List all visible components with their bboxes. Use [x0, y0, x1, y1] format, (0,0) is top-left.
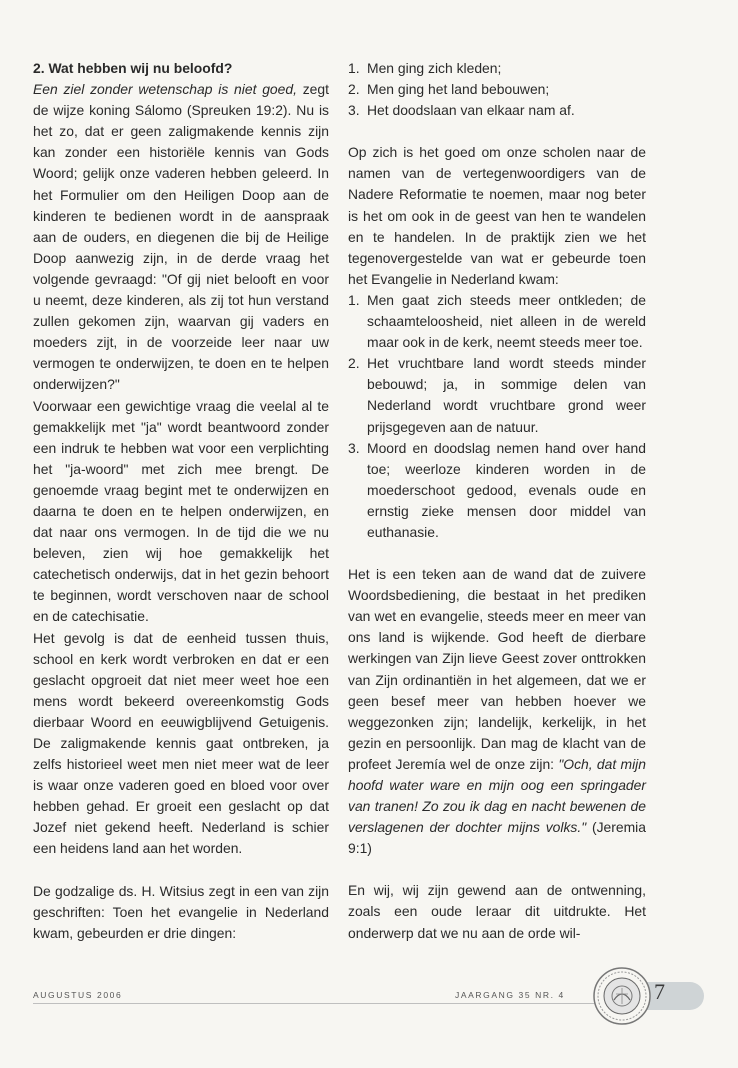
- list-item: 1. Men ging zich kleden;: [348, 60, 502, 76]
- list-item: 1. Men gaat zich steeds meer ontkleden; de schaamteloosheid, niet alleen in de wereld maar ook in de kerk, neemt steeds meer toe.: [348, 291, 646, 351]
- volume-number: JAARGANG 35 NR. 4: [455, 990, 565, 1000]
- seal-emblem-icon: [592, 966, 652, 1026]
- right-paragraph-1: Op zich is het goed om onze scholen naar de namen van de vertegenwoordigers van de Nadere Reformatie te noemen, maar nog beter is het om ook in de geest van hen te wandelen en te handelen. In de praktijk zien we het tegenovergestelde van wat er gebeurde toen het Evangelie in Nederland kwam:: [348, 144, 646, 287]
- then-list: [348, 58, 646, 121]
- left-paragraph-3: Het gevolg is dat de eenheid tussen thuis, school en kerk wordt verbroken en dat er een geslacht opgroeit dat niet meer weet hoe een mens wordt bekeerd overeenkomstig Gods dierbaar Woord en eeuwigblijvend Getuigenis. De zaligmakende kennis gaat ontbreken, ja zelfs historieel weet men niet meer wat de leer is waar onze vaderen goed en bloed voor over hebben gehad. Er groeit een geslacht op dat Jozef niet gekend heeft. Nederland is schier een heidens land aan het worden.: [33, 629, 329, 857]
- right-paragraph-2: Het is een teken aan de wand dat de zuivere Woordsbediening, die bestaat in het prediken van wet en evangelie, steeds meer en meer van ons land is wijkende. God heeft de dierbare werkingen van Zijn lieve Geest zover onttrokken van Zijn ordinantiën in het algemeen, dat we er geen besef meer van hebben hoever we weggezonken zijn; landelijk, kerkelijk, in het gezin en persoonlijk. Dan mag de klacht van de profeet Jeremía wel de onze zijn: "Och, dat mijn hoofd water ware en mijn oog een springader van tranen! Zo zou ik dag en nacht bewenen de verslagenen der dochter mijns volks." (Jeremia 9:1): [348, 566, 646, 857]
- left-paragraph-1: Een ziel zonder wetenschap is niet goed, zegt de wijze koning Sálomo (Spreuken 19:2). Nu is het zo, dat er geen zaligmakende kennis zijn kan zonder een historiële kennis van Gods Woord; gelijk onze vaderen hebben geleerd. In het Formulier om den Heiligen Doop aan de kinderen te bedienen wordt in de aanspraak aan de ouders, en diegenen die bij de Heilige Doop aanwezig zijn, in de derde vraag het volgende gevraagd: "Of gij niet belooft en voor u neemt, deze kinderen, als zij tot hun verstand zullen gekomen zijn, waarvan gij vaders en moeders zijt, in de voorzeide leer naar uw vermogen te onderwijzen, te doen en te helpen onderwijzen?": [33, 81, 329, 393]
- list-item: 3. Het doodslaan van elkaar nam af.: [348, 102, 575, 119]
- issue-date: AUGUSTUS 2006: [33, 990, 123, 1000]
- page-number: 7: [654, 979, 665, 1004]
- opening-quote: Een ziel zonder wetenschap is niet goed,: [33, 81, 297, 98]
- right-paragraph-3: En wij, wij zijn gewend aan de ontwenning, zoals een oude leraar dit uitdrukte. Het onderwerp dat we nu aan de orde wil-: [348, 882, 646, 941]
- list-item: 2. Het vruchtbare land wordt steeds minder bebouwd; ja, in sommige delen van Nederland wordt vruchtbare grond weer prijsgegeven aan de natuur.: [348, 355, 646, 435]
- section-heading: 2. Wat hebben wij nu beloofd?: [33, 60, 233, 76]
- footer-divider: [33, 1003, 598, 1004]
- jeremiah-quote: "Och, dat mijn hoofd water ware en mijn oog een springader van tranen! Zo zou ik dag en nacht bewenen de verslagenen der dochter mijns volks.": [348, 755, 646, 836]
- left-column: [33, 58, 329, 944]
- page-tab: [644, 982, 704, 1010]
- left-paragraph-2: Voorwaar een gewichtige vraag die veelal al te gemakkelijk met "ja" wordt beantwoord zonder een indruk te hebben wat voor een verplichting het "ja-woord" met zich mee brengt. De genoemde vraag begint met te onderwijzen en daarna te doen en te helpen onderwijzen, en dat naar ons vermogen. In de tijd die we nu beleven, zien wij hoe gemakkelijk het catechetisch onderwijs, dat in het gezin behoort te beginnen, wordt verschoven naar de school en de catechisatie.: [33, 397, 329, 625]
- list-item: 2. Men ging het land bebouwen;: [348, 81, 550, 98]
- left-paragraph-4: De godzalige ds. H. Witsius zegt in een van zijn geschriften: Toen het evangelie in Nederland kwam, gebeurden er drie dingen:: [33, 882, 329, 941]
- list-item: 3. Moord en doodslag nemen hand over hand toe; weerloze kinderen worden in de moederschoot gedood, evenals oude en ernstig zieke mensen door middel van euthanasie.: [348, 439, 646, 540]
- right-column: [348, 58, 646, 944]
- now-list: [348, 290, 646, 543]
